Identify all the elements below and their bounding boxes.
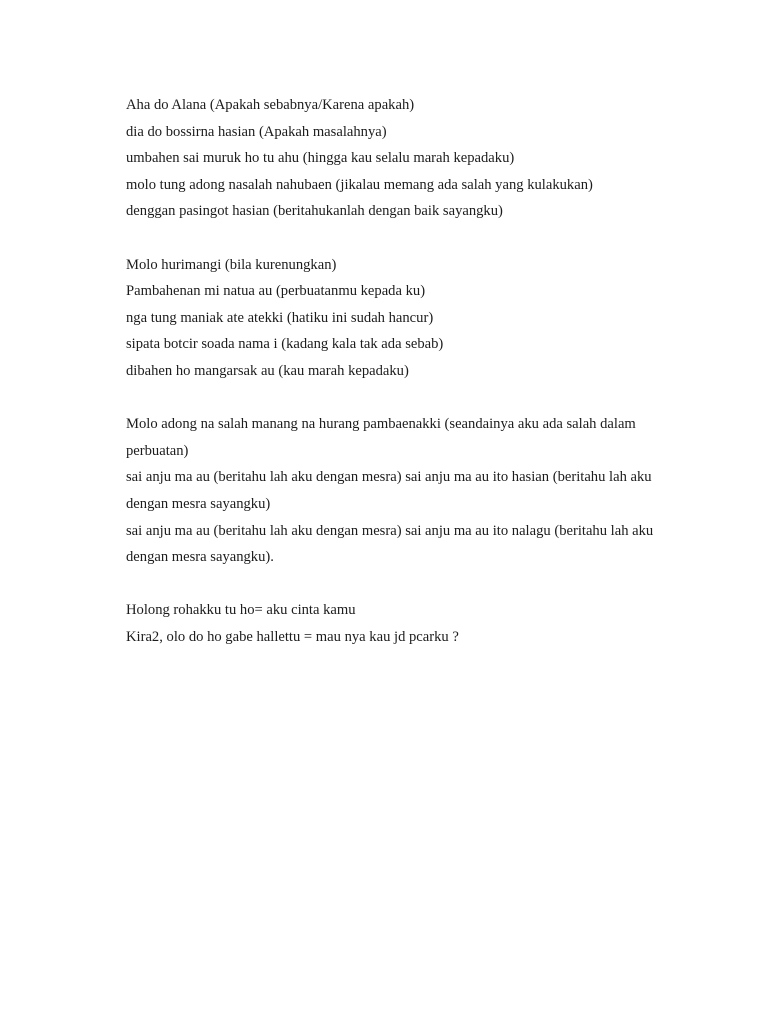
text-line: Holong rohakku tu ho= aku cinta kamu [126, 602, 356, 619]
text-line: sai anju ma au (beritahu lah aku dengan mesra) sai anju ma au ito nalagu (beritahu lah aku dengan mesra sayangku). [126, 522, 654, 566]
text-line: molo tung adong nasalah nahubaen (jikalau memang ada salah yang kulakukan) [126, 176, 593, 193]
text-line: Molo hurimangi (bila kurenungkan) [126, 256, 337, 273]
paragraph-4 [126, 597, 686, 650]
text-line: umbahen sai muruk ho tu ahu (hingga kau selalu marah kepadaku) [126, 150, 515, 167]
text-line: Kira2, olo do ho gabe hallettu = mau nya kau jd pcarku ? [126, 628, 459, 645]
document-body [126, 92, 686, 677]
text-line: sai anju ma au (beritahu lah aku dengan mesra) sai anju ma au ito hasian (beritahu lah aku dengan mesra sayangku) [126, 469, 652, 512]
paragraph-1 [126, 92, 686, 225]
text-line: Pambahenan mi natua au (perbuatanmu kepada ku) [126, 283, 426, 300]
text-line: dibahen ho mangarsak au (kau marah kepadaku) [126, 362, 409, 379]
text-line: dia do bossirna hasian (Apakah masalahnya) [126, 123, 387, 140]
text-line: denggan pasingot hasian (beritahukanlah dengan baik sayangku) [126, 203, 503, 220]
paragraph-3 [126, 411, 686, 571]
text-line: sipata botcir soada nama i (kadang kala tak ada sebab) [126, 336, 444, 353]
text-line: nga tung maniak ate atekki (hatiku ini sudah hancur) [126, 309, 434, 326]
text-line: Molo adong na salah manang na hurang pambaenakki (seandainya aku ada salah dalam perbuatan) [126, 416, 636, 459]
text-line: Aha do Alana (Apakah sebabnya/Karena apakah) [126, 97, 415, 113]
paragraph-2 [126, 252, 686, 385]
